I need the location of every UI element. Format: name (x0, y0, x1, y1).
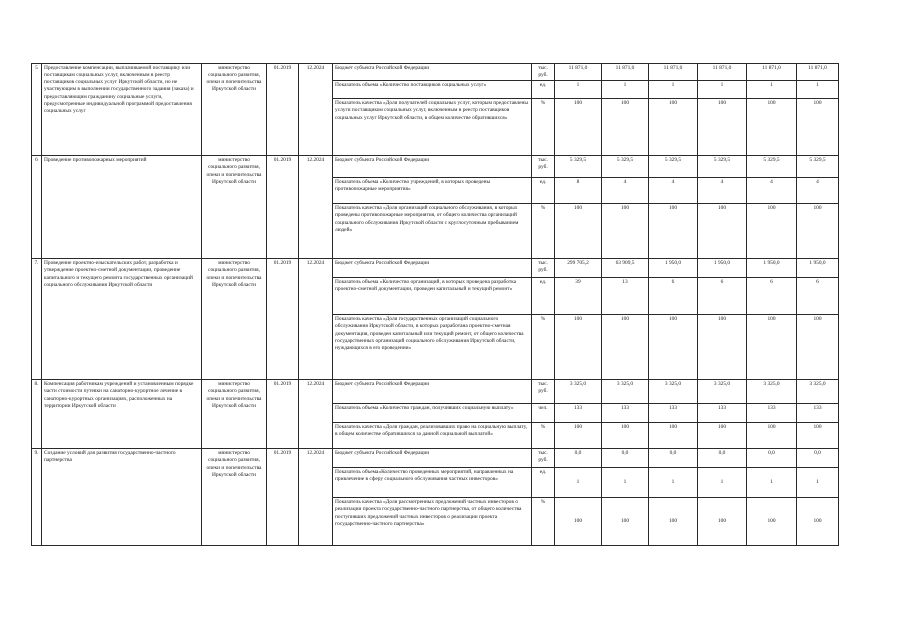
value-cell: 3 325,0 (747, 380, 797, 404)
value-cell: 100 (602, 204, 649, 259)
value-cell: 100 (747, 315, 797, 380)
indicator-label: Показатель объема «Количество поставщиков социальных услуг» (333, 81, 532, 99)
value-cell: 133 (649, 404, 698, 423)
table-body (32, 64, 839, 546)
value-cell: 133 (602, 404, 649, 423)
value-cell: 4 (747, 178, 797, 204)
end-date: 12.2024 (299, 64, 333, 156)
start-date: 01.2019 (267, 259, 299, 380)
value-cell: 5 329,5 (698, 156, 747, 178)
value-cell: 8 (555, 178, 602, 204)
value-cell: 1 (698, 81, 747, 99)
value-cell: 1 (649, 468, 698, 498)
value-cell: 100 (555, 99, 602, 156)
value-cell: 4 (698, 178, 747, 204)
unit: ед. (532, 178, 555, 204)
value-cell: 100 (698, 498, 747, 546)
row-number: 5 (32, 64, 42, 156)
value-cell: 1 (602, 81, 649, 99)
executor: министерство социального развития, опеки и попечительства Иркутской области (202, 449, 267, 546)
value-cell: 100 (649, 204, 698, 259)
value-cell: 5 329,5 (555, 156, 602, 178)
value-cell: 11 871,0 (747, 64, 797, 81)
value-cell: 100 (649, 423, 698, 449)
value-cell: 1 950,0 (797, 259, 839, 278)
value-cell: 3 325,0 (602, 380, 649, 404)
indicator-label: Показатель объема«Количество проведенных мероприятий, направленных на привлечение в сферу социального обслуживания частных инвесторов» (333, 468, 532, 498)
value-cell: 100 (649, 315, 698, 380)
unit: % (532, 423, 555, 449)
value-cell: 1 (698, 468, 747, 498)
indicator-label: Показатель качества «Доля рассмотренных предложений частных инвесторов о реализации проекта государственно-частного партнерства, от общего количества поступивших предложений частных инвесторов о реализации проекта государственно-частного партнерства» (333, 498, 532, 546)
value-cell: 3 325,0 (797, 380, 839, 404)
value-cell: 133 (698, 404, 747, 423)
unit: % (532, 498, 555, 546)
value-cell: 100 (797, 204, 839, 259)
value-cell: 1 (797, 81, 839, 99)
value-cell: 100 (797, 423, 839, 449)
value-cell: 4 (797, 178, 839, 204)
value-cell: 11 871,0 (797, 64, 839, 81)
start-date: 01.2019 (267, 64, 299, 156)
value-cell: 63 909,5 (602, 259, 649, 278)
value-cell: 0,0 (747, 449, 797, 468)
value-cell: 11 871,0 (555, 64, 602, 81)
executor: министерство социального развития, опеки и попечительства Иркутской области (202, 64, 267, 156)
value-cell: 100 (698, 315, 747, 380)
value-cell: 100 (747, 498, 797, 546)
indicator-label: Показатель качества «Доля организаций социального обслуживания, в которых проведены противопожарные мероприятия, от общего количества организаций социального обслуживания Иркутской области с круглосуточным пребыванием людей» (333, 204, 532, 259)
executor: министерство социального развития, опеки и попечительства Иркутской области (202, 156, 267, 259)
value-cell: 1 950,0 (747, 259, 797, 278)
value-cell: 6 (698, 278, 747, 315)
value-cell: 1 (602, 468, 649, 498)
program-table (31, 63, 839, 546)
value-cell: 0,0 (698, 449, 747, 468)
finance-source: Бюджет субъекта Российской Федерации (333, 259, 532, 278)
value-cell: 4 (602, 178, 649, 204)
value-cell: 3 325,0 (555, 380, 602, 404)
start-date: 01.2019 (267, 449, 299, 546)
table-row (32, 380, 839, 404)
value-cell: 100 (602, 99, 649, 156)
value-cell: 100 (555, 423, 602, 449)
value-cell: 100 (797, 99, 839, 156)
unit: ед. (532, 278, 555, 315)
indicator-label: Показатель объема «Количество учреждений, в которых проведены противопожарные мероприятия» (333, 178, 532, 204)
executor: министерство социального развития, опеки и попечительства Иркутской области (202, 380, 267, 449)
event-name: Проведение противопожарных мероприятий (42, 156, 202, 259)
value-cell: 100 (698, 99, 747, 156)
value-cell: 11 871,0 (698, 64, 747, 81)
value-cell: 0,0 (797, 449, 839, 468)
value-cell: 39 (555, 278, 602, 315)
unit: тыс. руб. (532, 449, 555, 468)
unit: тыс. руб. (532, 156, 555, 178)
unit: тыс. руб. (532, 64, 555, 81)
value-cell: 100 (649, 99, 698, 156)
table-row (32, 156, 839, 178)
unit: тыс. руб. (532, 259, 555, 278)
unit: ед. (532, 468, 555, 498)
finance-source: Бюджет субъекта Российской Федерации (333, 64, 532, 81)
value-cell: 100 (698, 423, 747, 449)
value-cell: 133 (797, 404, 839, 423)
value-cell: 100 (555, 315, 602, 380)
value-cell: 100 (555, 498, 602, 546)
indicator-label: Показатель объема «Количество организаций, в которых проведена разработка проектно-сметной документации, проведен капитальный и текущий ремонт» (333, 278, 532, 315)
end-date: 12.2024 (299, 259, 333, 380)
unit: чел. (532, 404, 555, 423)
start-date: 01.2019 (267, 156, 299, 259)
value-cell: 100 (747, 99, 797, 156)
row-number: 7. (32, 259, 42, 380)
unit: % (532, 315, 555, 380)
end-date: 12.2024 (299, 449, 333, 546)
value-cell: 6 (747, 278, 797, 315)
indicator-label: Показатель качества «Доля государственных организаций социального обслуживания Иркутской области, в которых разработана проектно-сметная документация, проведен капитальный или текущий ремонт, от общего количества государственных организаций социального обслуживания Иркутской области, нуждающихся в его проведении» (333, 315, 532, 380)
value-cell: 100 (698, 204, 747, 259)
value-cell: 4 (649, 178, 698, 204)
value-cell: 1 (555, 81, 602, 99)
value-cell: 1 950,0 (649, 259, 698, 278)
value-cell: 100 (649, 498, 698, 546)
table-row (32, 449, 839, 468)
table-row (32, 259, 839, 278)
event-name: Компенсация работникам учреждений и установленным порядке части стоимости путевки на санаторно-курортное лечение в санаторно-курортных организациях, расположенных на территории Иркутской области (42, 380, 202, 449)
value-cell: 100 (602, 423, 649, 449)
value-cell: 5 329,5 (602, 156, 649, 178)
value-cell: 1 (747, 81, 797, 99)
value-cell: 3 325,0 (649, 380, 698, 404)
end-date: 12.2024 (299, 380, 333, 449)
value-cell: 5 329,5 (747, 156, 797, 178)
value-cell: 1 (555, 468, 602, 498)
indicator-label: Показатель качества «Доля получателей социальных услуг, которым предоставлены услуги поставщиком социальных услуг, включенным в реестр поставщиков социальных услуг Иркутской области, в общем количестве обратившихся» (333, 99, 532, 156)
value-cell: 100 (747, 204, 797, 259)
value-cell: 0,0 (649, 449, 698, 468)
value-cell: 100 (797, 498, 839, 546)
value-cell: 1 (747, 468, 797, 498)
indicator-label: Показатель качества «Доля граждан, реализовавших право на социальную выплату, в общем количестве обратившихся за данной социальной выплатой» (333, 423, 532, 449)
executor: министерство социального развития, опеки и попечительства Иркутской области (202, 259, 267, 380)
value-cell: 0,0 (555, 449, 602, 468)
value-cell: 1 (649, 81, 698, 99)
row-number: 8. (32, 380, 42, 449)
unit: тыс. руб. (532, 380, 555, 404)
value-cell: 133 (555, 404, 602, 423)
event-name: Создание условий для развития государственно-частного партнерства (42, 449, 202, 546)
indicator-label: Показатель объема «Количество граждан, получивших социальную выплату» (333, 404, 532, 423)
unit: % (532, 99, 555, 156)
finance-source: Бюджет субъекта Российской Федерации (333, 380, 532, 404)
value-cell: 1 (797, 468, 839, 498)
value-cell: 100 (797, 315, 839, 380)
table-row (32, 64, 839, 81)
value-cell: 6 (649, 278, 698, 315)
value-cell: 5 329,5 (797, 156, 839, 178)
value-cell: 3 325,0 (698, 380, 747, 404)
value-cell: 11 871,0 (649, 64, 698, 81)
value-cell: 100 (602, 315, 649, 380)
value-cell: 299 705,2 (555, 259, 602, 278)
value-cell: 0,0 (602, 449, 649, 468)
row-number: 6 (32, 156, 42, 259)
value-cell: 133 (747, 404, 797, 423)
start-date: 01.2019 (267, 380, 299, 449)
finance-source: Бюджет субъекта Российской Федерации (333, 156, 532, 178)
row-number: 9. (32, 449, 42, 546)
value-cell: 5 329,5 (649, 156, 698, 178)
value-cell: 100 (555, 204, 602, 259)
end-date: 12.2024 (299, 156, 333, 259)
value-cell: 6 (797, 278, 839, 315)
finance-source: Бюджет субъекта Российской Федерации (333, 449, 532, 468)
value-cell: 13 (602, 278, 649, 315)
value-cell: 100 (747, 423, 797, 449)
value-cell: 1 950,0 (698, 259, 747, 278)
unit: ед. (532, 81, 555, 99)
event-name: Предоставление компенсации, выплачиваемой поставщику или поставщикам социальных услуг, включенным в реестр поставщиков социальных услуг Иркутской области, но не участвующим в выполнении государственного задания (заказа) и предоставляющим гражданину социальные услуги, предусмотренные индивидуальной программой предоставления социальных услуг (42, 64, 202, 156)
value-cell: 100 (602, 498, 649, 546)
event-name: Проведение проектно-изыскательских работ, разработка и утверждение проектно-сметной документации, проведение капитального и текущего ремонта государственных организаций социального обслуживания Иркутской области (42, 259, 202, 380)
value-cell: 11 871,0 (602, 64, 649, 81)
unit: % (532, 204, 555, 259)
